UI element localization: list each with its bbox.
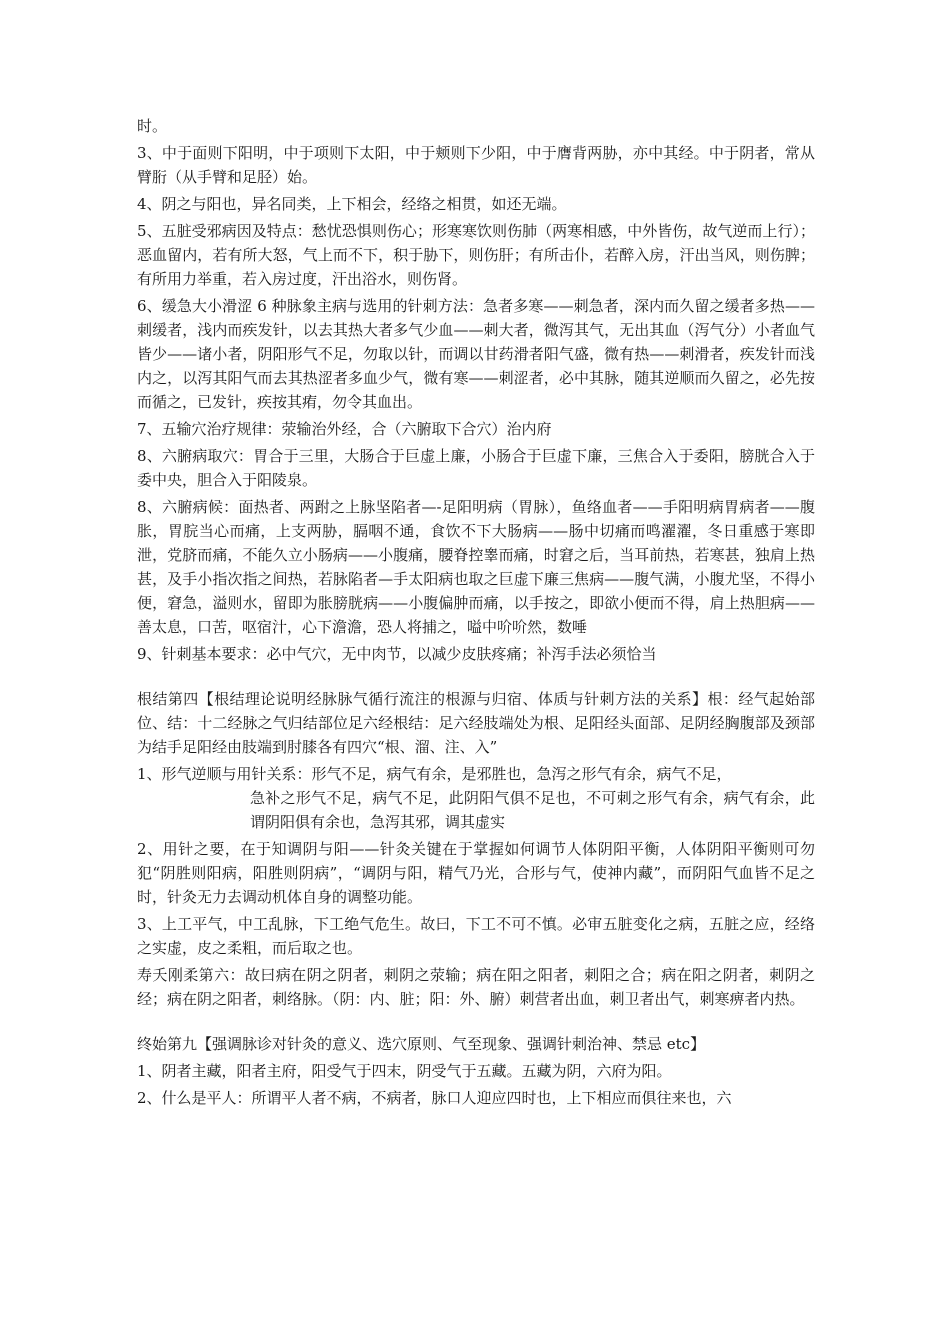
paragraph-item-3: 3、中于面则下阳明，中于项则下太阳，中于颊则下少阳，中于膺背两胁，亦中其经。中于阴者，常从臂胻（从手臂和足胫）始。 <box>137 144 815 186</box>
paragraph-continuation: 时。 <box>137 117 168 135</box>
paragraph-item-7: 7、五输穴治疗规律：荥输治外经，合（六腑取下合穴）治内府 <box>137 420 552 438</box>
section-genjie-item-1-lead: 1、形气逆顺与用针关系：形气不足，病气有余，是邪胜也，急泻之形气有余，病气不足， <box>137 765 732 783</box>
section-zhongshi-item-1: 1、阴者主藏，阳者主府，阳受气于四末，阴受气于五藏。五藏为阴，六府为阳。 <box>137 1062 672 1080</box>
section-shouyao-paragraph: 寿夭刚柔第六：故曰病在阴之阴者，刺阴之荥输；病在阳之阳者，刺阳之合；病在阳之阴者，刺阴之经；病在阴之阳者，刺络脉。（阴：内、脏；阳：外、腑）刺营者出血，刺卫者出气，刺寒痹者内热。 <box>137 966 815 1008</box>
paragraph-item-8a: 8、六腑病取穴：胃合于三里，大肠合于巨虚上廉，小肠合于巨虚下廉，三焦合入于委阳，膀胱合入于委中央，胆合入于阳陵泉。 <box>137 447 815 489</box>
document-body <box>137 114 815 1113</box>
paragraph-item-8b: 8、六腑病候：面热者、两跗之上脉坚陷者—-足阳明病（胃脉），鱼络血者——手阳明病胃病者——腹胀，胃脘当心而痛，上支两胁，膈咽不通，食饮不下大肠病——肠中切痛而鸣濯濯，冬日重感于寒即泄，党脐而痛，不能久立小肠病——小腹痛，腰脊控睾而痛，时窘之后，当耳前热，若寒甚，独肩上热甚，及手小指次指之间热，若脉陷者—手太阳病也取之巨虚下廉三焦病——腹气满，小腹尤坚，不得小便，窘急，溢则水，留即为胀膀胱病——小腹偏肿而痛，以手按之，即欲小便而不得，肩上热胆病——善太息，口苦，呕宿汁，心下澹澹，恐人将捕之，嗌中吤吤然，数唾 <box>137 498 815 636</box>
section-zhongshi-heading: 终始第九【强调脉诊对针灸的意义、选穴原则、气至现象、强调针刺治神、禁忌 etc】 <box>137 1035 706 1053</box>
paragraph-item-9: 9、针刺基本要求：必中气穴，无中肉节，以减少皮肤疼痛；补泻手法必须恰当 <box>137 645 657 663</box>
section-genjie-item-2: 2、用针之要，在于知调阴与阳——针灸关键在于掌握如何调节人体阴阳平衡，人体阴阳平衡则可勿犯“阴胜则阳病，阳胜则阴病”，“调阴与阳，精气乃光，合形与气，使神内藏”，而阴阳气血皆不足之时，针灸无力去调动机体自身的调整功能。 <box>137 840 815 906</box>
section-zhongshi-item-2: 2、什么是平人：所谓平人者不病，不病者，脉口人迎应四时也，上下相应而俱往来也，六 <box>137 1089 732 1107</box>
paragraph-item-4: 4、阴之与阳也，异名同类，上下相会，经络之相贯，如还无端。 <box>137 195 567 213</box>
section-genjie-item-3: 3、上工平气，中工乱脉，下工绝气危生。故曰，下工不可不慎。必审五脏变化之病，五脏之应，经络之实虚，皮之柔粗，而后取之也。 <box>137 915 815 957</box>
paragraph-item-6: 6、缓急大小滑涩 6 种脉象主病与选用的针刺方法：急者多寒——刺急者，深内而久留之缓者多热——刺缓者，浅内而疾发针，以去其热大者多气少血——刺大者，微泻其气，无出其血（泻气分）小者血气皆少——诸小者，阴阳形气不足，勿取以针，而调以甘药滑者阳气盛，微有热——刺滑者，疾发针而浅内之，以泻其阳气而去其热涩者多血少气，微有寒——刺涩者，必中其脉，随其逆顺而久留之，必先按而循之，已发针，疾按其痏，勿令其血出。 <box>137 297 815 411</box>
section-genjie-item-1-rest: 急补之形气不足，病气不足，此阴阳气俱不足也，不可刺之形气有余，病气有余，此谓阴阳俱有余也，急泻其邪，调其虚实 <box>250 789 815 831</box>
section-gap <box>137 669 815 687</box>
section-genjie-heading: 根结第四【根结理论说明经脉脉气循行流注的根源与归宿、体质与针刺方法的关系】根：经气起始部位、结：十二经脉之气归结部位足六经根结：足六经肢端处为根、足阳经头面部、足阴经胸腹部及颈部为结手足阳经由肢端到肘膝各有四穴“根、溜、注、入” <box>137 690 815 756</box>
paragraph-item-5: 5、五脏受邪病因及特点：愁忧恐惧则伤心；形寒寒饮则伤肺（两寒相感，中外皆伤，故气逆而上行）；恶血留内，若有所大怒，气上而不下，积于胁下，则伤肝；有所击仆，若醉入房，汗出当风，则伤脾；有所用力举重，若入房过度，汗出浴水，则伤肾。 <box>137 222 815 288</box>
section-gap <box>137 1014 815 1032</box>
